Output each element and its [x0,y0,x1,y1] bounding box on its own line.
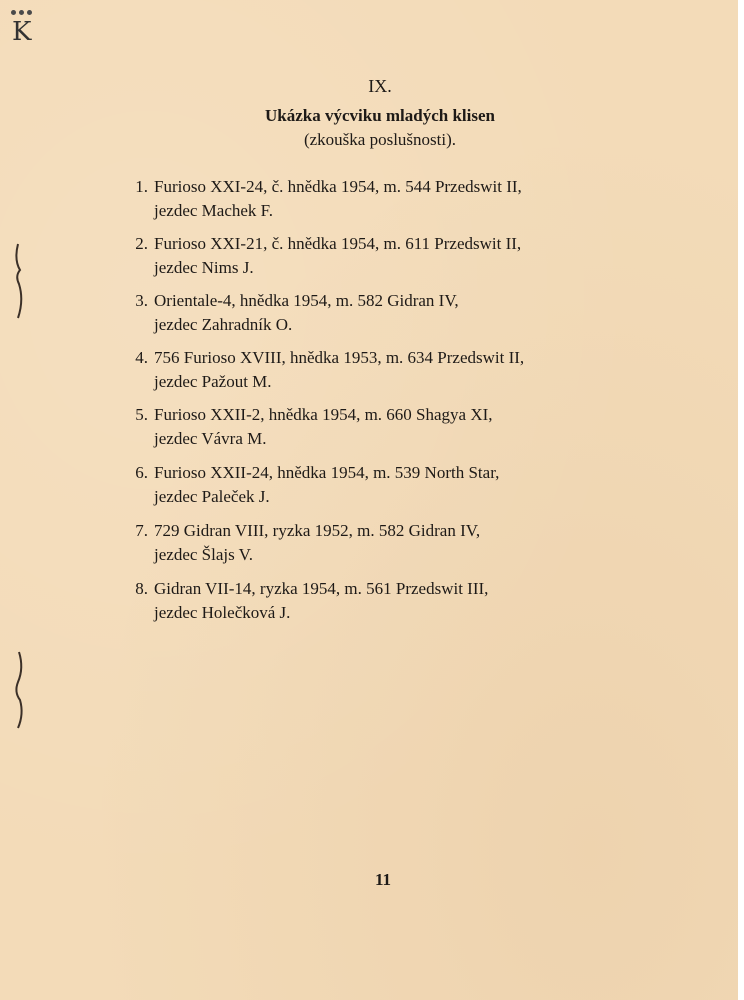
list-item [0,346,738,396]
item-number: 7. [135,521,148,540]
item-horse: Gidran VII-14, ryzka 1954, m. 561 Przedswit III, [154,579,489,598]
item-rider: jezdec Vávra M. [154,429,267,448]
list-item [0,519,738,569]
section-subtitle: (zkouška poslušnosti). [303,130,457,149]
item-horse: 756 Furioso XVIII, hnědka 1953, m. 634 Przedswit II, [154,348,525,367]
binding-stitch-bottom [12,648,26,732]
item-number: 6. [135,463,148,482]
list-item [0,577,738,627]
item-number: 3. [135,291,148,310]
item-rider: jezdec Machek F. [154,201,273,220]
list-item [0,175,738,225]
section-title: Ukázka výcviku mladých klisen [264,106,495,125]
item-rider: jezdec Zahradník O. [154,315,293,334]
item-horse: Furioso XXI-21, č. hnědka 1954, m. 611 Przedswit II, [154,234,522,253]
list-item [0,403,738,453]
item-horse: Furioso XXII-24, hnědka 1954, m. 539 North Star, [154,463,500,482]
page-edge [738,0,744,1000]
item-number: 1. [135,177,148,196]
page-number: 11 [374,870,392,889]
k-logo-icon [10,10,36,50]
item-rider: jezdec Pažout M. [154,372,272,391]
list-item [0,289,738,339]
chapter-number: IX. [368,76,392,96]
item-horse: Furioso XXI-24, č. hnědka 1954, m. 544 Przedswit II, [154,177,522,196]
item-horse: Orientale-4, hnědka 1954, m. 582 Gidran IV, [154,291,459,310]
item-horse: 729 Gidran VIII, ryzka 1952, m. 582 Gidran IV, [154,521,481,540]
item-rider: jezdec Nims J. [154,258,254,277]
item-rider: jezdec Paleček J. [154,487,270,506]
item-number: 4. [135,348,148,367]
list-item [0,461,738,511]
item-number: 8. [135,579,148,598]
list-item [0,232,738,282]
item-number: 5. [135,405,148,424]
logo-letter: K [12,17,32,47]
item-rider: jezdec Šlajs V. [154,545,253,564]
item-number: 2. [135,234,148,253]
logo-dots [11,10,35,16]
item-rider: jezdec Holečková J. [154,603,291,622]
item-horse: Furioso XXII-2, hnědka 1954, m. 660 Shagya XI, [154,405,493,424]
